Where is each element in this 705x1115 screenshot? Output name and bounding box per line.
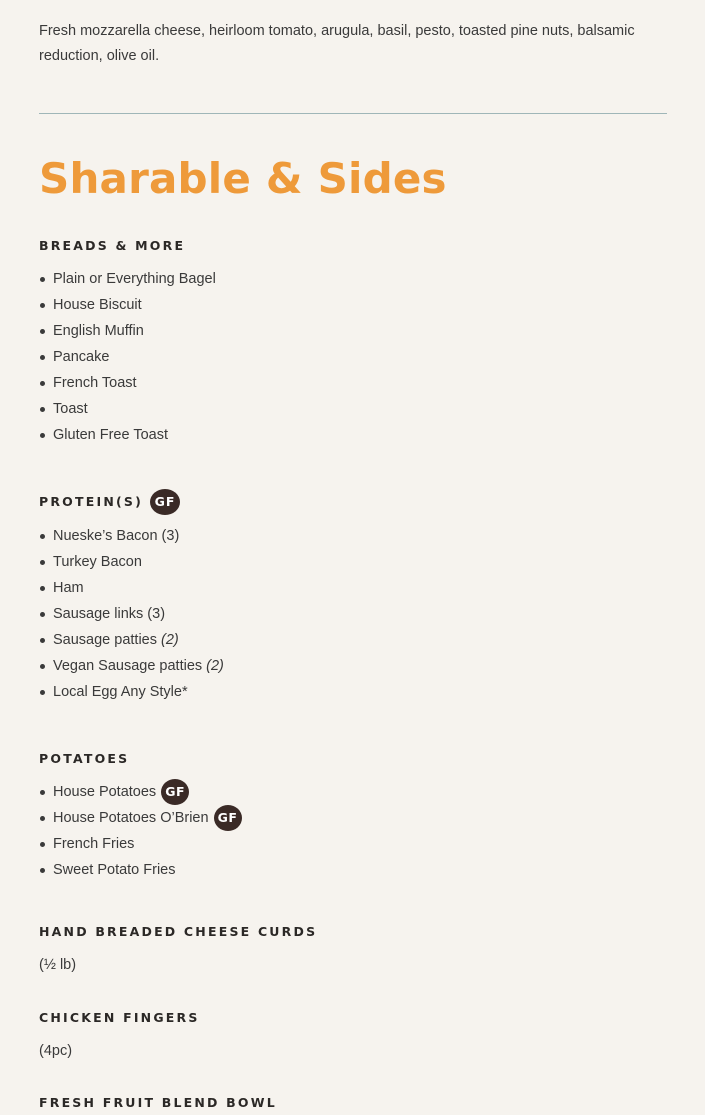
- intro-description: Fresh mozzarella cheese, heirloom tomato, arugula, basil, pesto, toasted pine nuts, balsamic reduction, olive oil.: [39, 22, 635, 64]
- list-item: [53, 549, 224, 575]
- list-item: Plain or Everything Bagel: [53, 266, 216, 292]
- proteins-heading-text: PROTEIN(S): [39, 494, 144, 509]
- item-name: Ham: [53, 580, 84, 596]
- breads-list: [39, 266, 216, 448]
- list-item: [53, 679, 224, 705]
- cheese-curds-heading: [39, 924, 317, 940]
- proteins-heading: [39, 489, 180, 515]
- gluten-free-badge: GF: [161, 779, 189, 805]
- potatoes-list: [39, 779, 242, 883]
- chicken-fingers-portion: (4pc): [39, 1043, 73, 1059]
- item-name: House Potatoes O’Brien: [53, 810, 209, 826]
- list-item: [53, 575, 224, 601]
- list-item: [53, 805, 242, 831]
- item-name: Turkey Bacon: [53, 554, 142, 570]
- item-name: Local Egg Any Style*: [53, 684, 188, 700]
- item-name: Sausage links (3): [53, 606, 166, 622]
- section-divider: [39, 113, 667, 114]
- gluten-free-badge: GF: [150, 489, 180, 515]
- item-quantity: (2): [206, 658, 224, 674]
- item-name: Sweet Potato Fries: [53, 862, 176, 878]
- list-item: House Biscuit: [53, 292, 216, 318]
- potatoes-heading-text: POTATOES: [39, 751, 130, 766]
- chicken-fingers-heading-text: CHICKEN FINGERS: [39, 1010, 200, 1025]
- list-item: Gluten Free Toast: [53, 422, 216, 448]
- list-item: [53, 831, 242, 857]
- list-item: [53, 523, 224, 549]
- list-item: French Toast: [53, 370, 216, 396]
- breads-heading: [39, 238, 185, 254]
- list-item: [53, 779, 242, 805]
- fruit-bowl-heading-text: FRESH FRUIT BLEND BOWL: [39, 1095, 277, 1110]
- section-title: Sharable & Sides: [39, 154, 447, 203]
- list-item: [53, 857, 242, 883]
- item-quantity: (2): [161, 632, 179, 648]
- chicken-fingers-heading: [39, 1010, 200, 1026]
- list-item: English Muffin: [53, 318, 216, 344]
- fruit-bowl-heading: [39, 1095, 277, 1111]
- item-name: House Potatoes: [53, 784, 157, 800]
- item-name: Nueske’s Bacon (3): [53, 528, 180, 544]
- list-item: Pancake: [53, 344, 216, 370]
- list-item: Toast: [53, 396, 216, 422]
- item-name: Sausage patties: [53, 632, 157, 648]
- proteins-list: [39, 523, 224, 705]
- list-item: [53, 653, 224, 679]
- list-item: [53, 601, 224, 627]
- breads-heading-text: BREADS & MORE: [39, 238, 186, 253]
- item-name: Vegan Sausage patties: [53, 658, 203, 674]
- item-name: French Fries: [53, 836, 135, 852]
- cheese-curds-portion: (½ lb): [39, 957, 77, 973]
- cheese-curds-heading-text: HAND BREADED CHEESE CURDS: [39, 924, 318, 939]
- potatoes-heading: [39, 751, 129, 767]
- list-item: [53, 627, 224, 653]
- gluten-free-badge: GF: [214, 805, 242, 831]
